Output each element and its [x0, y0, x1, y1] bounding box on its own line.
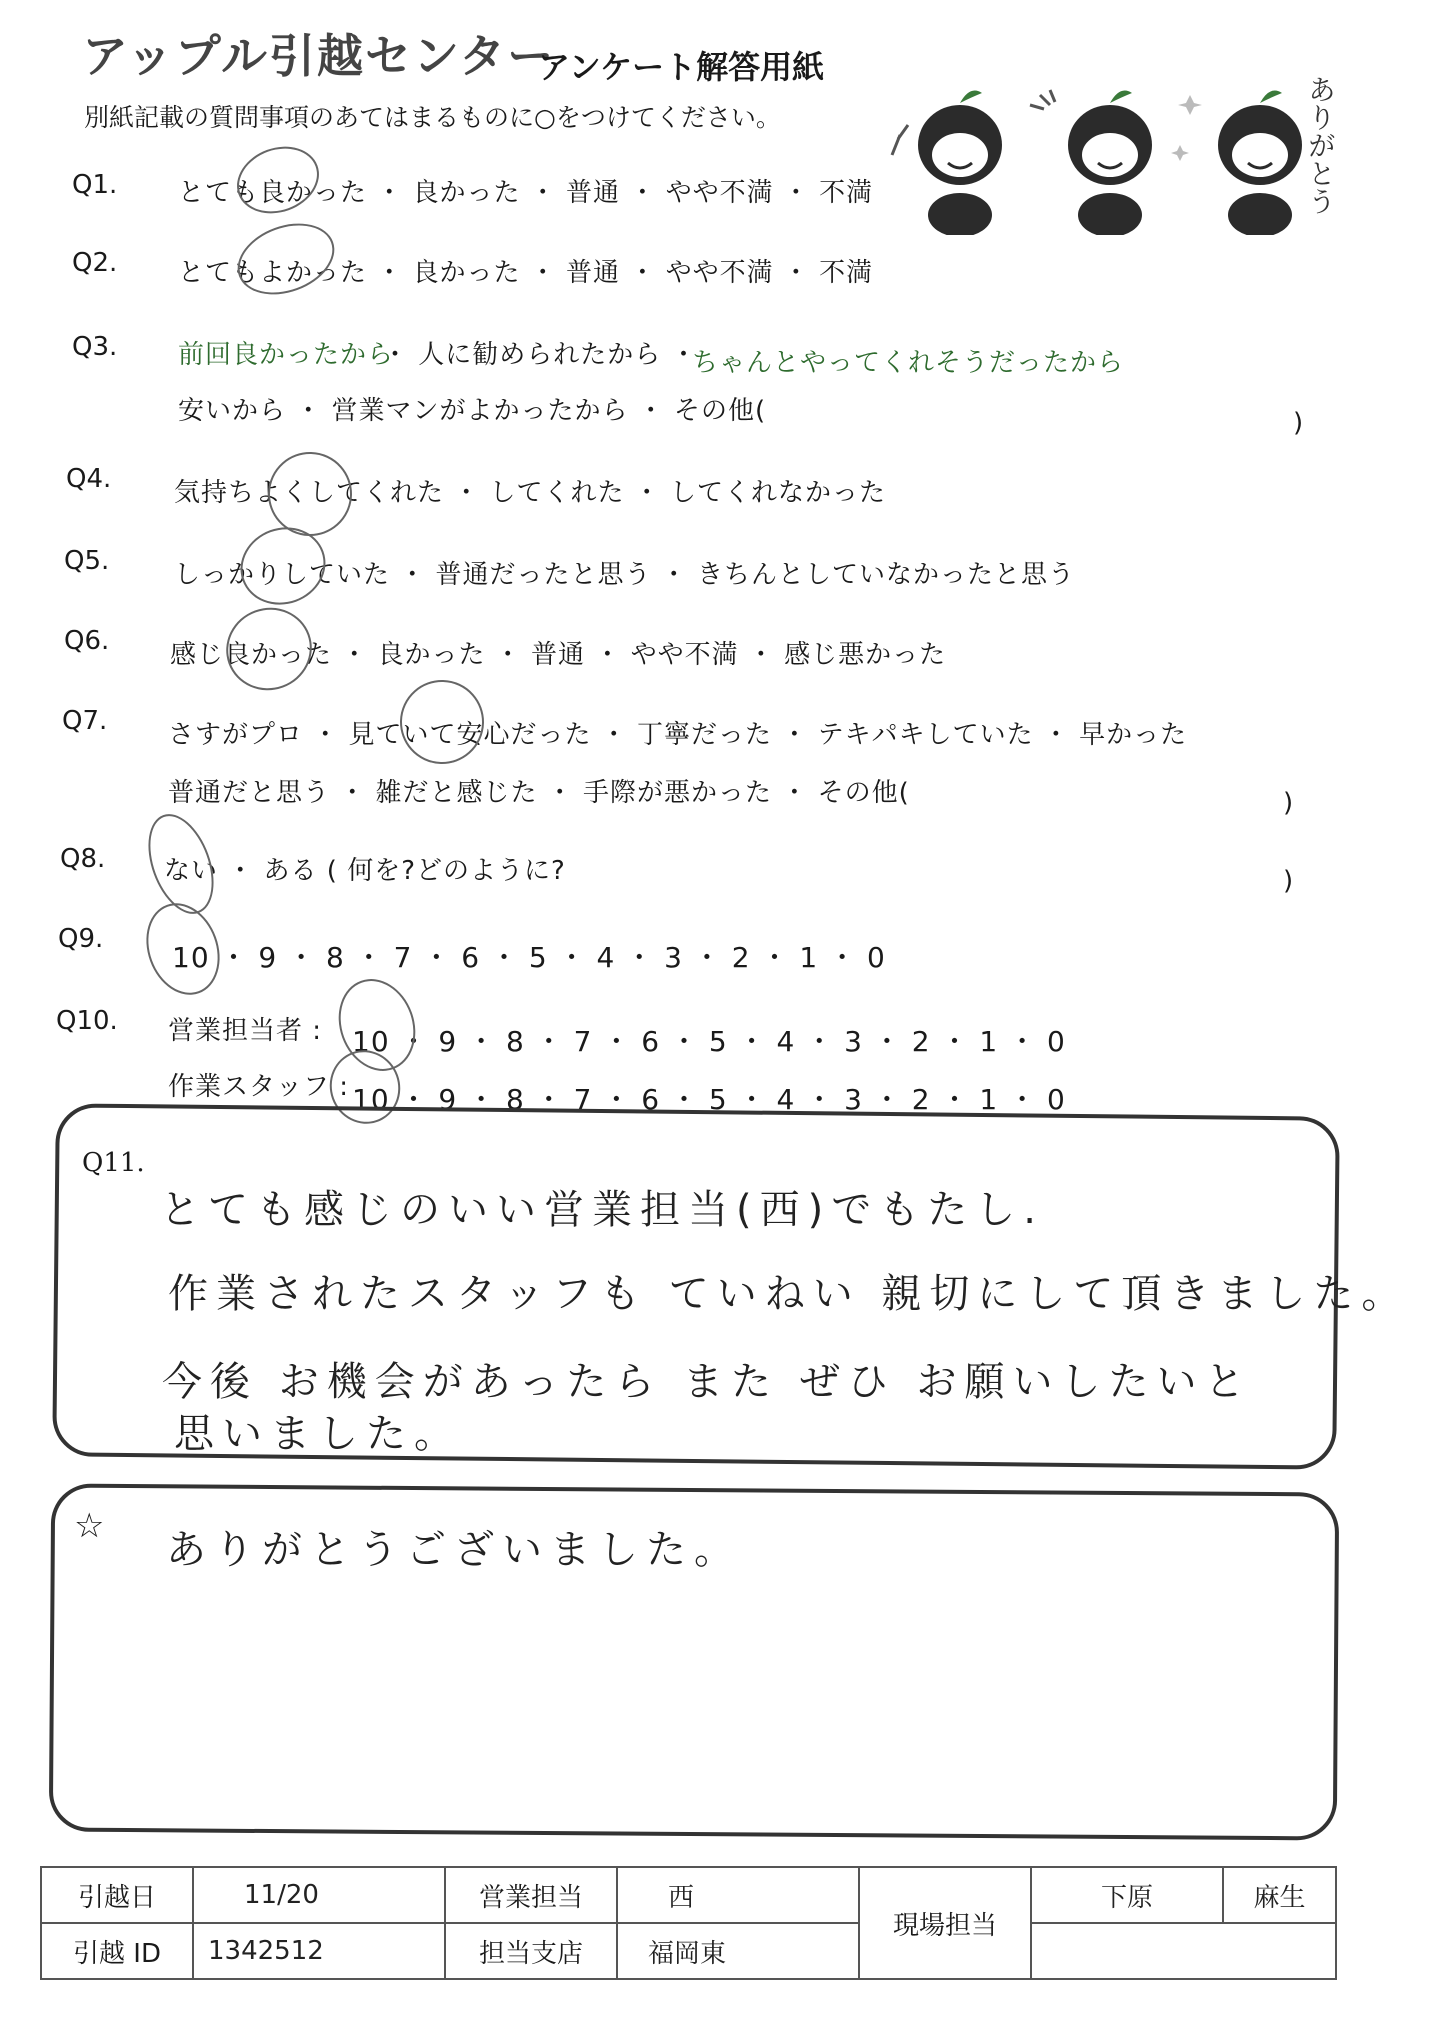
q2-label: Q2.: [72, 248, 118, 278]
thanks-vertical-text: ありがとう: [1304, 75, 1337, 215]
branch-label: 担当支店: [445, 1923, 617, 1979]
q8-label: Q8.: [60, 844, 106, 874]
move-id-label: 引越 ID: [41, 1923, 193, 1979]
move-date-value: 11/20: [193, 1867, 445, 1923]
branch-value: 福岡東: [617, 1923, 859, 1979]
answer-circle-mark: [228, 211, 345, 307]
q3-options-line2[interactable]: 安いから ・ 営業マンがよかったから ・ その他(: [178, 396, 767, 426]
answer-circle-mark: [134, 893, 232, 1005]
answer-circle-mark: [215, 596, 324, 702]
q7-options-line2[interactable]: 普通だと思う ・ 雑だと感じた ・ 手際が悪かった ・ その他(: [168, 778, 910, 808]
move-info-table: [40, 1866, 1337, 1980]
q1-label: Q1.: [72, 170, 118, 200]
move-id-value: 1342512: [193, 1923, 445, 1979]
q9-label: Q9.: [58, 924, 104, 954]
q7-label: Q7.: [62, 706, 108, 736]
answer-circle-mark: [228, 136, 329, 225]
q6-options[interactable]: 感じ良かった ・ 良かった ・ 普通 ・ やや不満 ・ 感じ悪かった: [170, 640, 947, 670]
mascot-illustration: [890, 55, 1350, 235]
site-staff-empty-cell: [1031, 1923, 1336, 1979]
sales-rep-value: 西: [617, 1867, 859, 1923]
site-staff-1: 下原: [1031, 1867, 1223, 1923]
q3-option-recommended[interactable]: ・ 人に勧められたから ・: [382, 340, 698, 370]
q3-option-reliable[interactable]: ちゃんとやってくれそうだったから: [692, 348, 1125, 378]
q5-options[interactable]: しっかりしていた ・ 普通だったと思う ・ きちんとしていなかったと思う: [174, 560, 1076, 590]
q3-close-paren: ): [1293, 408, 1304, 438]
q10-sales-label: 営業担当者 :: [168, 1016, 323, 1046]
site-staff-label: 現場担当: [859, 1867, 1031, 1979]
q7-options-line1[interactable]: さすがプロ ・ 見ていて安心だった ・ 丁寧だった ・ テキパキしていた ・ 早かった: [168, 720, 1188, 750]
q10-staff-scale[interactable]: 10 ・ 9 ・ 8 ・ 7 ・ 6 ・ 5 ・ 4 ・ 3 ・ 2 ・ 1 ・ 0: [352, 1083, 1066, 1116]
star-icon: ☆: [74, 1506, 105, 1546]
move-date-label: 引越日: [41, 1867, 193, 1923]
q10-label: Q10.: [56, 1006, 118, 1036]
q11-line-3: 今後 お機会があったら また ぜひ お願いしたいと: [162, 1359, 1253, 1405]
q7-close-paren: ): [1283, 788, 1294, 818]
q8-options[interactable]: ない ・ ある ( 何を?どのように?: [164, 856, 566, 886]
answer-circle-mark: [388, 668, 496, 776]
q11-label: Q11.: [82, 1148, 145, 1178]
q9-scale[interactable]: 10 ・ 9 ・ 8 ・ 7 ・ 6 ・ 5 ・ 4 ・ 3 ・ 2 ・ 1 ・ 0: [172, 941, 886, 974]
site-staff-2: 麻生: [1223, 1867, 1336, 1923]
q10-sales-scale[interactable]: 10 ・ 9 ・ 8 ・ 7 ・ 6 ・ 5 ・ 4 ・ 3 ・ 2 ・ 1 ・ 0: [352, 1025, 1066, 1058]
sales-rep-label: 営業担当: [445, 1867, 617, 1923]
q1-options[interactable]: とても良かった ・ 良かった ・ 普通 ・ やや不満 ・ 不満: [178, 178, 874, 208]
form-subtitle: アンケート解答用紙: [538, 48, 825, 86]
instruction-text: 別紙記載の質問事項のあてはまるものに○をつけてください。: [84, 103, 781, 132]
q6-label: Q6.: [64, 626, 110, 656]
q11-line-4: 思いました。: [174, 1411, 462, 1457]
q3-label: Q3.: [72, 332, 118, 362]
q11-line-2: 作業されたスタッフも ていねい 親切にして頂きました。: [168, 1271, 1410, 1317]
thanks-message: ありがとうございました。: [166, 1527, 742, 1573]
company-title: アップル引越センター: [82, 29, 556, 83]
q4-options[interactable]: 気持ちよくしてくれた ・ してくれた ・ してくれなかった: [174, 478, 887, 508]
q3-option-previous[interactable]: 前回良かったから: [178, 340, 395, 370]
q5-label: Q5.: [64, 546, 110, 576]
q4-label: Q4.: [66, 464, 112, 494]
q10-staff-label: 作業スタッフ :: [168, 1072, 350, 1102]
q2-options[interactable]: とてもよかった ・ 良かった ・ 普通 ・ やや不満 ・ 不満: [178, 258, 874, 288]
q11-line-1: とても感じのいい営業担当(西)でもたし.: [160, 1187, 1044, 1233]
q8-close-paren: ): [1283, 866, 1294, 896]
